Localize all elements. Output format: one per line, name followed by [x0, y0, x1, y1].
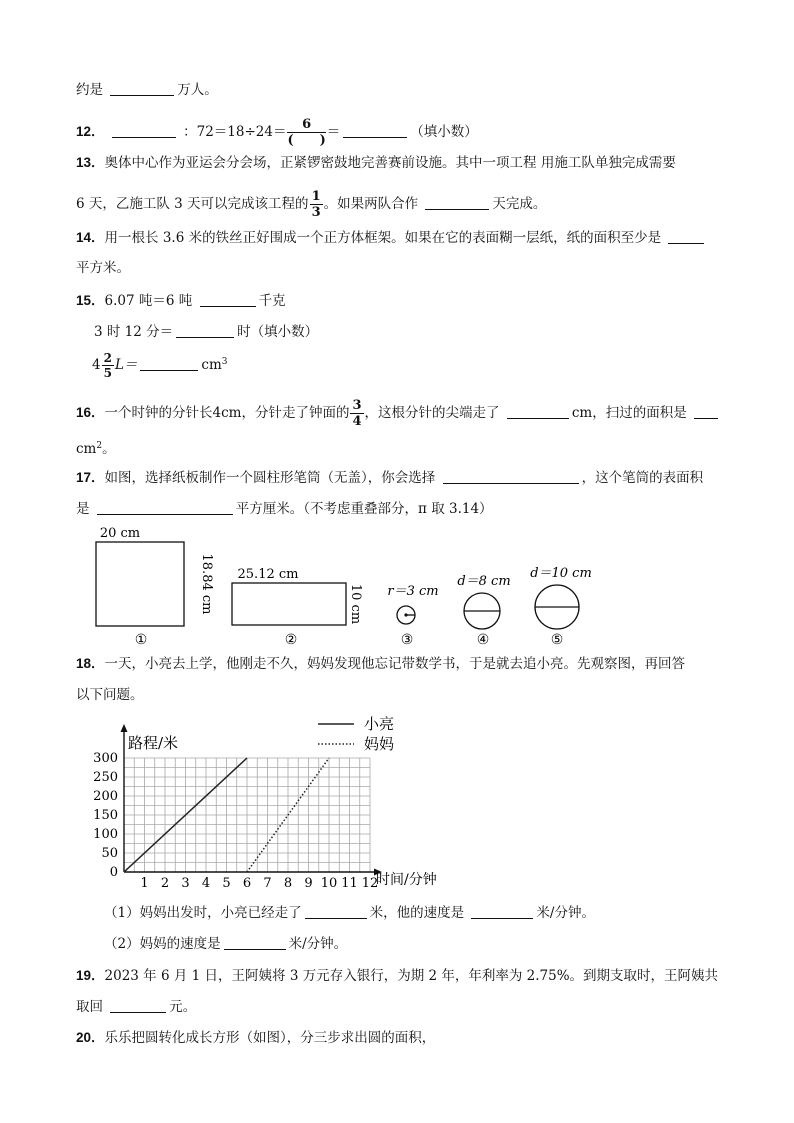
blank-population[interactable] — [110, 81, 174, 96]
question-number: 13． — [76, 155, 105, 170]
q17-line1-a: 如图，选择纸板制作一个圆柱形笔筒（无盖），你会选择 — [104, 470, 436, 486]
chart-grid — [124, 758, 370, 872]
f3-center — [404, 613, 407, 616]
question-19-line1 — [76, 966, 718, 986]
q14-line2: 平方米。 — [76, 260, 130, 276]
y-tick-label: 250 — [93, 770, 118, 785]
x-tick-label: 3 — [181, 876, 190, 891]
q18-sub2-a: （2）妈妈的速度是 — [104, 936, 221, 952]
q13-frac-den: 3 — [311, 205, 321, 220]
y-tick-label: 300 — [93, 751, 118, 766]
question-number: 12． — [76, 124, 105, 139]
f3-label: r＝3 cm — [387, 584, 439, 599]
y-axis-arrow — [121, 724, 128, 732]
f2-top-label: 25.12 cm — [237, 567, 299, 582]
q12-frac-num: 6 — [287, 118, 325, 133]
blank-q13[interactable] — [425, 195, 489, 210]
q16-c: cm，扫过的面积是 — [571, 405, 687, 421]
f1-top-label: 20 cm — [99, 526, 141, 541]
blank-q18-a[interactable] — [305, 904, 367, 919]
x-tick-label: 5 — [222, 876, 231, 891]
q15-c-whole: 4 — [92, 357, 101, 373]
blank-q16-b[interactable] — [694, 404, 718, 419]
q16-frac-den: 4 — [352, 414, 362, 429]
question-number: 20． — [76, 1030, 105, 1045]
f5-number: ⑤ — [550, 632, 564, 648]
q15-b: 3 时 12 分＝ — [94, 324, 174, 340]
y-axis-label: 路程/米 — [128, 734, 179, 752]
blank-q17-a[interactable] — [443, 469, 579, 484]
f4-number: ④ — [476, 632, 490, 648]
q13-fraction — [310, 190, 323, 219]
question-12 — [76, 118, 478, 147]
line-top-unit: 万人。 — [177, 82, 218, 98]
q16-frac-num: 3 — [352, 398, 362, 413]
f3-number: ③ — [400, 632, 414, 648]
blank-q15-a[interactable] — [200, 292, 256, 307]
question-20 — [76, 1028, 435, 1048]
x-tick-label: 10 — [320, 876, 338, 891]
x-tick-label: 8 — [283, 876, 293, 891]
question-number: 17． — [76, 470, 105, 485]
q15-frac-num: 2 — [103, 351, 112, 365]
y-tick-label: 50 — [101, 846, 118, 861]
q13-line2-a: 6 天，乙施工队 3 天可以完成该工程的 — [76, 196, 309, 212]
q15-fraction — [102, 352, 114, 379]
q19-line2-a: 取回 — [76, 999, 103, 1015]
q16-a: 一个时钟的分针长4cm，分针走了钟面的 — [104, 405, 350, 421]
question-16-line1 — [76, 399, 721, 428]
q18-line1: 一天，小亮去上学，他刚走不久，妈妈发现他忘记带数学书，于是就去追小亮。先观察图，再回答 — [104, 656, 686, 672]
q15-frac-den: 5 — [103, 366, 112, 380]
blank-q12-a[interactable] — [112, 123, 176, 138]
question-14-line1 — [76, 228, 707, 248]
q16-fraction — [350, 399, 363, 428]
q12-note: （填小数） — [410, 124, 478, 140]
question-13-line1 — [76, 153, 676, 173]
q14-line1: 用一根长 3.6 米的铁丝正好围成一个正方体框架。如果在它的表面糊一层纸，纸的面积至少是 — [104, 230, 662, 246]
blank-q18-c[interactable] — [224, 935, 286, 950]
blank-q15-c[interactable] — [140, 356, 198, 371]
q17-line2-a: 是 — [76, 501, 90, 517]
f5-label: d＝10 cm — [530, 566, 592, 581]
y-tick-label: 100 — [93, 827, 118, 842]
q18-sub2-b: 米/分钟。 — [288, 936, 348, 952]
q13-frac-num: 1 — [311, 189, 321, 204]
question-17-line1 — [76, 468, 703, 488]
y-tick-label: 150 — [93, 808, 118, 823]
q13-line2-c: 天完成。 — [492, 196, 547, 212]
f2-number: ② — [284, 632, 298, 648]
f2-side-label: 10 cm — [348, 583, 363, 625]
paperboard-1[interactable] — [96, 542, 184, 626]
q16-line2: cm — [76, 441, 97, 457]
x-axis-label: 时间/分钟 — [376, 872, 437, 888]
question-number: 18． — [76, 656, 105, 671]
q17-line2-b: 平方厘米。（不考虑重叠部分，π 取 3.14） — [235, 501, 493, 517]
q15-b-unit: 时（填小数） — [237, 324, 319, 340]
q18-sub1-c: 米/分钟。 — [536, 905, 595, 921]
q12-eq: ＝ — [326, 124, 341, 140]
q17-line1-b: ，这个笔筒的表面积 — [581, 470, 704, 486]
f1-number: ① — [134, 632, 148, 648]
legend-mama-label: 妈妈 — [364, 735, 395, 753]
distance-time-chart — [92, 712, 472, 896]
y-tick-label: 200 — [93, 789, 118, 804]
blank-q18-b[interactable] — [471, 904, 533, 919]
q12-fraction — [287, 118, 325, 147]
blank-q15-b[interactable] — [176, 323, 234, 338]
q15-a-unit: 千克 — [258, 293, 286, 309]
blank-q14[interactable] — [668, 229, 704, 244]
blank-q12-b[interactable] — [343, 123, 407, 138]
question-13-line2 — [76, 190, 546, 219]
question-15-a — [76, 291, 286, 311]
x-tick-label: 9 — [304, 876, 313, 891]
y-tick-label: 0 — [109, 865, 118, 880]
q19-line1: 2023 年 6 月 1 日，王阿姨将 3 万元存入银行，为期 2 年，年利率为 2.75%。到期支取时，王阿姨共 — [104, 968, 719, 984]
line-top-text: 约是 — [76, 82, 103, 98]
question-19-line2 — [76, 997, 196, 1017]
q16-line2-sup: 2 — [96, 441, 103, 451]
question-18-line1 — [76, 654, 685, 674]
blank-q16-a[interactable] — [507, 404, 569, 419]
paperboard-2[interactable] — [232, 583, 346, 625]
question-18-sub2 — [104, 934, 347, 954]
line-top — [76, 80, 218, 100]
q13-line2-b: 。如果两队合作 — [323, 196, 419, 212]
question-15-b — [94, 322, 318, 342]
q13-line1: 奥体中心作为亚运会分会场，正紧锣密鼓地完善赛前设施。其中一项工程 用施工队单独完成需要 — [104, 155, 676, 171]
question-17-line2 — [76, 499, 493, 519]
x-tick-label: 2 — [160, 876, 170, 891]
question-18-sub1 — [104, 903, 595, 923]
f1-side-label: 18.84 cm — [199, 553, 214, 615]
question-15-c — [92, 352, 228, 379]
q18-line2: 以下问题。 — [76, 687, 144, 703]
q17-figures — [80, 522, 600, 648]
question-14-line2 — [76, 258, 130, 278]
f4-label: d＝8 cm — [457, 574, 511, 589]
q15-c-l: L＝ — [114, 357, 138, 373]
x-tick-label: 11 — [341, 876, 358, 891]
q12-ratio: ：72＝18÷24＝ — [183, 124, 287, 140]
x-tick-label: 1 — [140, 876, 149, 891]
blank-q19[interactable] — [110, 998, 166, 1013]
q15-c-sup: 3 — [221, 357, 228, 367]
question-number: 16． — [76, 405, 105, 420]
q16-b: ，这根分针的尖端走了 — [364, 405, 500, 421]
question-18-line2 — [76, 685, 144, 705]
question-number: 15． — [76, 293, 105, 308]
chart-legend — [318, 715, 394, 753]
question-16-line2 — [76, 436, 116, 459]
chart-ticks — [93, 751, 378, 891]
q12-frac-den[interactable]: ( ) — [287, 133, 326, 148]
question-number: 14． — [76, 230, 105, 245]
q15-a: 6.07 吨＝6 吨 — [104, 293, 193, 309]
q18-sub1-a: （1）妈妈出发时，小亮已经走了 — [104, 905, 302, 921]
q20-line1: 乐乐把圆转化成长方形（如图），分三步求出圆的面积， — [104, 1030, 436, 1046]
question-number: 19． — [76, 968, 105, 983]
x-tick-label: 12 — [361, 876, 379, 891]
x-tick-label: 4 — [201, 876, 211, 891]
q16-line2-end: 。 — [102, 441, 116, 457]
blank-q17-b[interactable] — [97, 500, 233, 515]
q15-c-unit: cm — [201, 357, 222, 373]
q19-line2-b: 元。 — [169, 999, 197, 1015]
x-tick-label: 7 — [263, 876, 272, 891]
legend-xiaoliang-label: 小亮 — [364, 715, 395, 733]
x-tick-label: 6 — [242, 876, 252, 891]
q18-sub1-b: 米，他的速度是 — [369, 905, 465, 921]
